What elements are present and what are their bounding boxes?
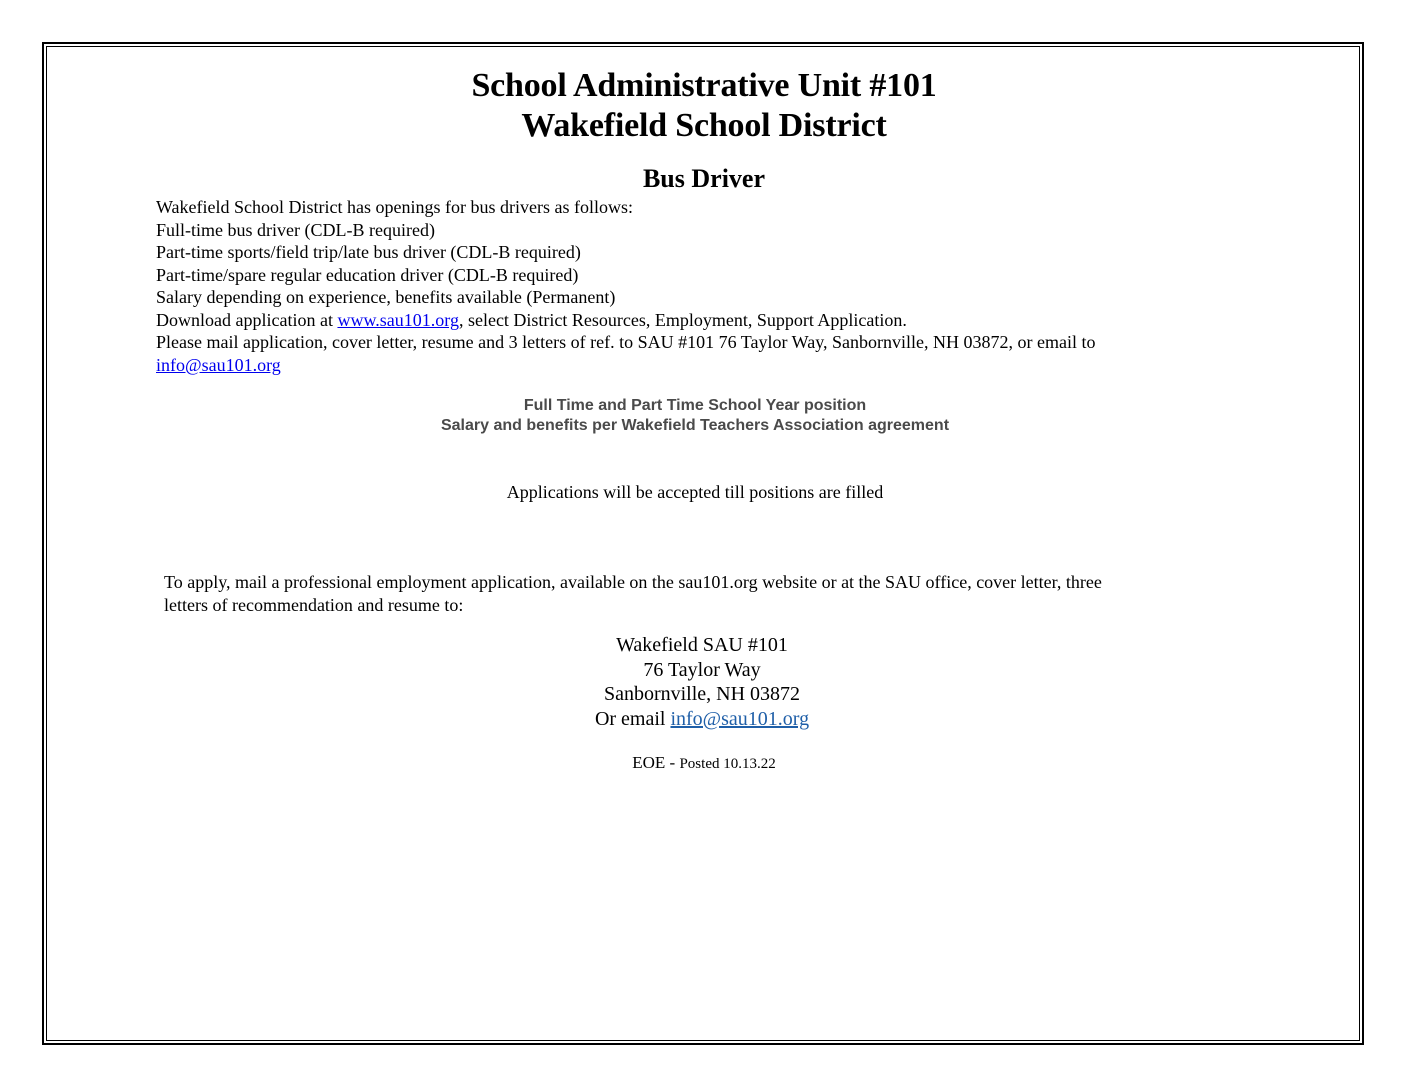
address-email-link[interactable]: info@sau101.org [670,707,810,730]
apply-line: To apply, mail a professional employment application, available on the sau101.org website or at the SAU office, cover letter, three [164,572,1102,592]
apply-instructions [164,571,1224,617]
address-city: Sanbornville, NH 03872 [603,683,801,705]
salary-text: Salary depending on experience, benefits available (Permanent) [156,287,616,307]
footer-posting [0,752,1408,775]
email-prefix: Or email [594,707,671,730]
posted-date: Posted 10.13.22 [679,756,776,772]
download-suffix: , select District Resources, Employment, Support Application. [458,309,907,330]
title-district: Wakefield School District [521,107,887,144]
address-name: Wakefield SAU #101 [616,634,788,656]
title-organization: School Administrative Unit #101 [471,67,937,104]
download-prefix: Download application at [156,309,338,330]
salary-agreement-note: Salary and benefits per Wakefield Teachers Association agreement [440,417,950,434]
email-link[interactable]: info@sau101.org [156,354,281,375]
website-link[interactable]: www.sau101.org [337,309,459,330]
eoe-label: EOE - [632,753,680,772]
apply-line: letters of recommendation and resume to: [164,595,464,615]
intro-text: Wakefield School District has openings for bus drivers as follows: [156,197,633,217]
mail-email-line [156,354,1216,377]
mail-instructions: Please mail application, cover letter, resume and 3 letters of ref. to SAU #101 76 Taylor Way, Sanbornville, NH 03872, or email to [156,332,1096,352]
position-item: Part-time sports/field trip/late bus driver (CDL-B required) [156,242,581,262]
job-title: Bus Driver [642,164,766,193]
position-item: Part-time/spare regular education driver (CDL-B required) [156,264,579,285]
address-email-line [0,707,1404,732]
job-description [156,196,1216,376]
position-item: Full-time bus driver (CDL-B required) [156,219,435,240]
applications-accepted-note: Applications will be accepted till positions are filled [506,482,884,502]
download-line [156,309,1216,332]
address-street: 76 Taylor Way [643,658,761,681]
position-type-note: Full Time and Part Time School Year position [523,397,867,414]
mailing-address [0,633,1404,731]
